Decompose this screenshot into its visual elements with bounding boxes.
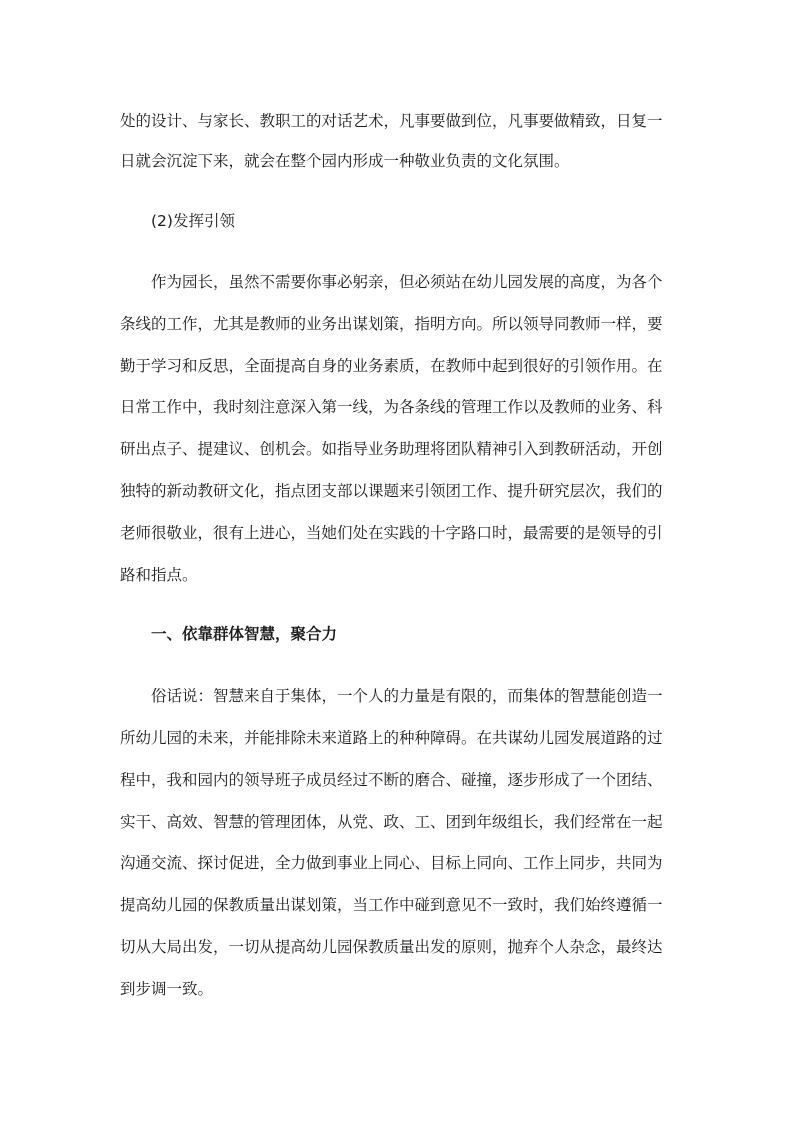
para2-line-3: 勤于学习和反思，全面提高自身的业务素质，在教师中起到很好的引领作用。在: [120, 357, 663, 375]
para3-line-8: 到步调一致。: [120, 980, 214, 998]
para3-line-4: 实干、高效、智慧的管理团体，从党、政、工、团到年级组长，我们经常在一起: [120, 813, 663, 831]
para3-line-3: 程中，我和园内的领导班子成员经过不断的磨合、碰撞，逐步形成了一个团结、: [120, 771, 663, 789]
para2-line-4: 日常工作中，我时刻注意深入第一线，为各条线的管理工作以及教师的业务、科: [120, 398, 663, 416]
para2-line-2: 条线的工作，尤其是教师的业务出谋划策，指明方向。所以领导同教师一样，要: [120, 315, 663, 333]
para1-line-2: 日就会沉淀下来，就会在整个园内形成一种敬业负责的文化氛围。: [120, 152, 570, 170]
para3-line-5: 沟通交流、探讨促进，全力做到事业上同心、目标上同向、工作上同步，共同为: [120, 854, 663, 872]
para2-line-7: 老师很敬业，很有上进心，当她们处在实践的十字路口时，最需要的是领导的引: [120, 524, 663, 542]
para2-line-1: 作为园长，虽然不需要你事必躬亲，但必须站在幼儿园发展的高度，为各个: [151, 273, 663, 291]
para3-line-1: 俗话说：智慧来自于集体，一个人的力量是有限的，而集体的智慧能创造一: [151, 687, 663, 705]
para2-line-8: 路和指点。: [120, 566, 198, 584]
para2-line-6: 独特的新动教研文化，指点团支部以课题来引领团工作、提升研究层次，我们的: [120, 482, 663, 500]
para1-line-1: 处的设计、与家长、教职工的对话艺术，凡事要做到位，凡事要做精致，日复一: [120, 112, 663, 130]
para3-line-2: 所幼儿园的未来，并能排除未来道路上的种种障碍。在共谋幼儿园发展道路的过: [120, 729, 663, 747]
section-heading: 一、依靠群体智慧，聚合力: [151, 625, 338, 643]
para3-line-6: 提高幼儿园的保教质量出谋划策，当工作中碰到意见不一致时，我们始终遵循一: [120, 896, 663, 914]
para3-line-7: 切从大局出发，一切从提高幼儿园保教质量出发的原则，抛弃个人杂念，最终达: [120, 938, 663, 956]
para2-line-5: 研出点子、提建议、创机会。如指导业务助理将团队精神引入到教研活动，开创: [120, 440, 663, 458]
subheading: (2)发挥引领: [151, 212, 235, 230]
